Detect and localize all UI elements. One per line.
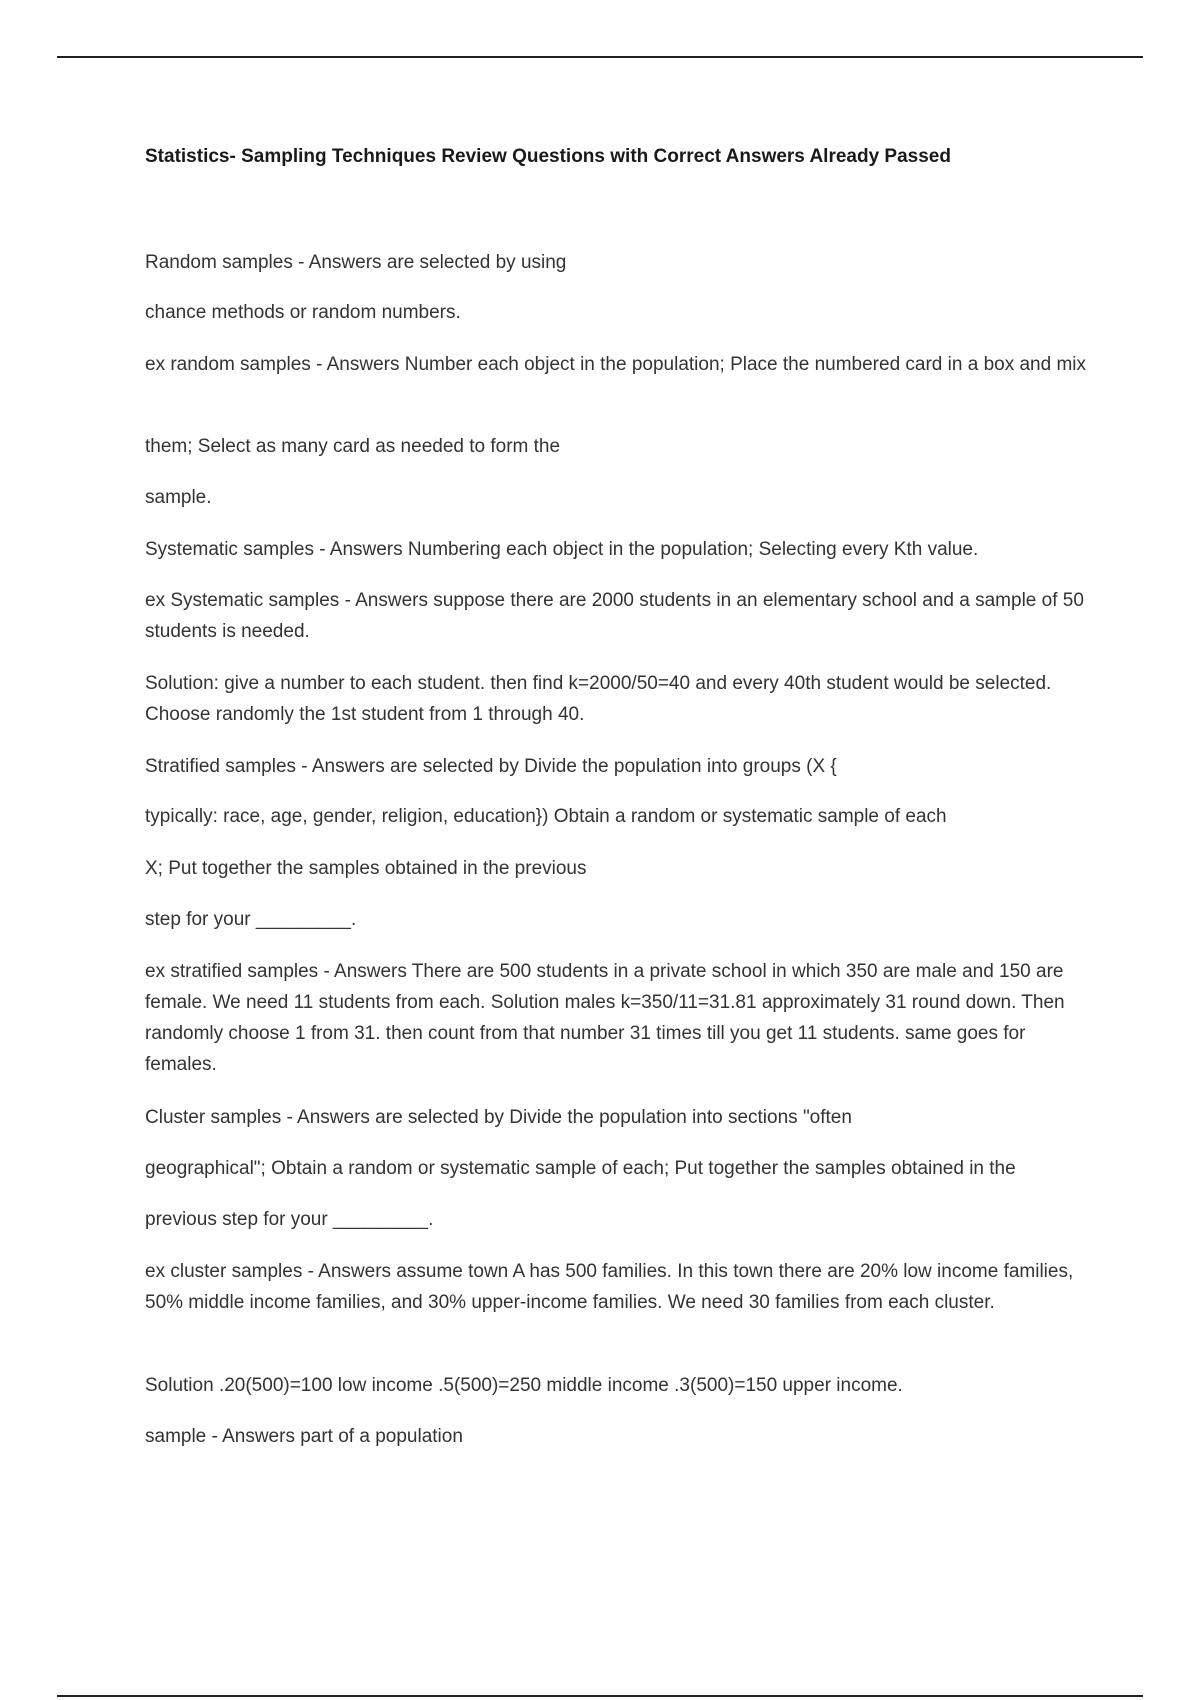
paragraph-stratified-samples-cont3: step for your _________. xyxy=(145,909,357,930)
paragraph-ex-stratified-samples: ex stratified samples - Answers There are 500 students in a private school in which 350 are male and 150 are female. We need 11 students from each. Solution males k=350/11=31.81 approximately 31 round down. Then randomly choose 1 from 31. then count from that number 31 times till you get 11 students. same goes for females. xyxy=(145,961,1065,1075)
paragraph-stratified-samples: Stratified samples - Answers are selected by Divide the population into groups (X { xyxy=(145,756,837,777)
paragraph-ex-systematic-samples: ex Systematic samples - Answers suppose there are 2000 students in an elementary school and a sample of 50 students is needed. xyxy=(145,590,1084,642)
paragraph-ex-random-samples: ex random samples - Answers Number each object in the population; Place the numbered card in a box and mix xyxy=(145,354,1087,375)
top-rule xyxy=(57,56,1143,58)
bottom-rule xyxy=(57,1695,1143,1697)
paragraph-cluster-samples-cont1: geographical"; Obtain a random or systematic sample of each; Put together the samples obtained in the xyxy=(145,1158,1016,1179)
paragraph-cluster-solution: Solution .20(500)=100 low income .5(500)=250 middle income .3(500)=150 upper income. xyxy=(145,1375,903,1396)
paragraph-systematic-samples: Systematic samples - Answers Numbering each object in the population; Selecting every Kth value. xyxy=(145,539,979,560)
paragraph-cluster-samples: Cluster samples - Answers are selected by Divide the population into sections "often xyxy=(145,1107,852,1128)
paragraph-stratified-samples-cont1: typically: race, age, gender, religion, education}) Obtain a random or systematic sample of each xyxy=(145,806,947,827)
paragraph-ex-cluster-samples: ex cluster samples - Answers assume town A has 500 families. In this town there are 20% low income families, 50% middle income families, and 30% upper-income families. We need 30 families from each cluster. xyxy=(145,1261,1074,1313)
paragraph-systematic-solution: Solution: give a number to each student. then find k=2000/50=40 and every 40th student would be selected. Choose randomly the 1st student from 1 through 40. xyxy=(145,673,1052,725)
paragraph-cluster-samples-cont2: previous step for your _________. xyxy=(145,1209,434,1230)
document-title: Statistics- Sampling Techniques Review Questions with Correct Answers Already Passed xyxy=(145,146,951,167)
paragraph-sample-definition: sample - Answers part of a population xyxy=(145,1426,463,1447)
paragraph-sample-word: sample. xyxy=(145,487,212,508)
paragraph-stratified-samples-cont2: X; Put together the samples obtained in the previous xyxy=(145,858,587,879)
paragraph-random-samples: Random samples - Answers are selected by using xyxy=(145,252,567,273)
paragraph-ex-random-samples-cont: them; Select as many card as needed to form the xyxy=(145,436,561,457)
paragraph-random-samples-cont: chance methods or random numbers. xyxy=(145,302,461,323)
